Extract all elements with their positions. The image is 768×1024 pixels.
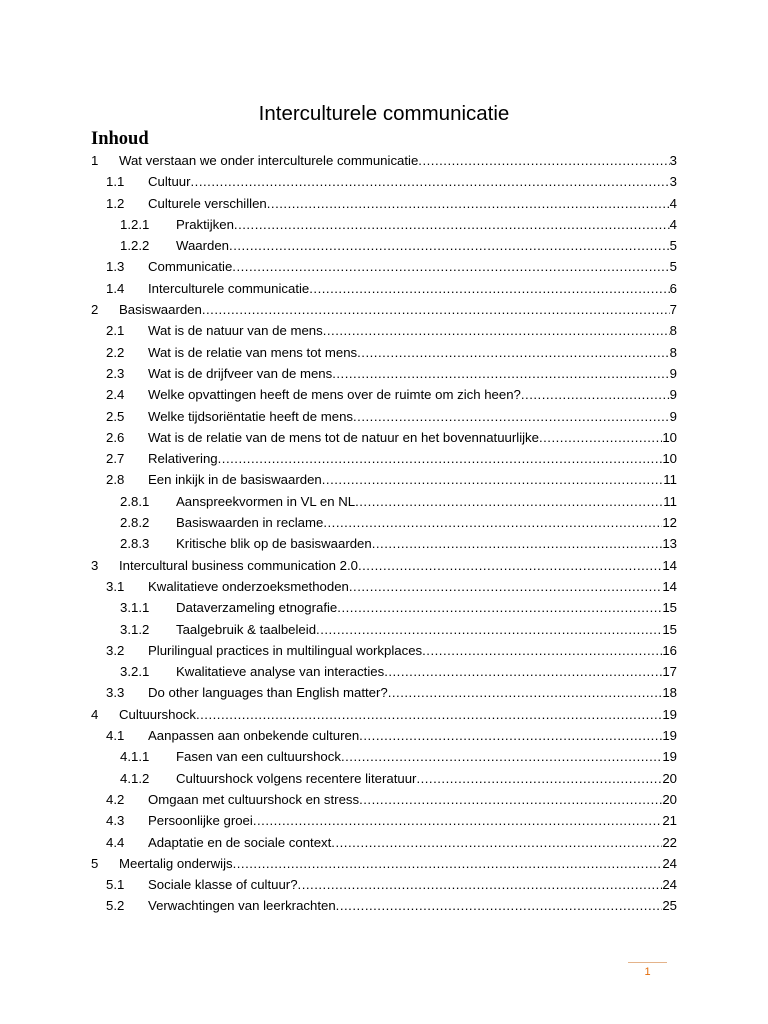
toc-entry-line (148, 789, 677, 810)
toc-entry-title: Interculturele communicatie (148, 280, 310, 296)
table-of-contents (0, 150, 768, 917)
toc-entry-page: 14 (662, 557, 677, 573)
toc-entry-line (176, 491, 677, 512)
toc-entry-number: 1.3 (106, 259, 125, 275)
toc-entry-title: Verwachtingen van leerkrachten (148, 898, 336, 914)
toc-entry[interactable] (0, 832, 768, 853)
toc-entry-line (176, 619, 677, 640)
toc-entry-number: 5.1 (106, 877, 125, 893)
toc-entry-page: 12 (662, 515, 677, 531)
toc-entry[interactable] (0, 320, 768, 341)
toc-entry[interactable] (0, 853, 768, 874)
toc-entry-page: 9 (669, 365, 677, 381)
toc-entry-line (148, 193, 677, 214)
toc-entry-title: Een inkijk in de basiswaarden (148, 472, 322, 488)
toc-entry[interactable] (0, 597, 768, 618)
toc-dot-leader (359, 789, 662, 810)
toc-entry-title: Adaptatie en de sociale context (148, 834, 332, 850)
toc-entry[interactable] (0, 640, 768, 661)
toc-dot-leader (341, 746, 662, 767)
toc-entry[interactable] (0, 448, 768, 469)
toc-entry-line (119, 150, 677, 171)
toc-entry-number: 2 (91, 302, 99, 318)
toc-entry-number: 1 (91, 153, 99, 168)
toc-entry-title: Persoonlijke groei (148, 813, 253, 829)
toc-entry-line (148, 384, 677, 405)
toc-entry-title: Do other languages than English matter? (148, 685, 388, 701)
toc-entry-line (148, 810, 677, 831)
toc-entry-line (148, 342, 677, 363)
toc-dot-leader (521, 384, 670, 405)
toc-entry[interactable] (0, 214, 768, 235)
toc-entry-number: 4.2 (106, 791, 125, 807)
toc-entry-line (176, 512, 677, 533)
toc-entry-line (148, 256, 677, 277)
toc-entry-title: Intercultural business communication 2.0 (119, 557, 358, 573)
toc-entry-line (119, 299, 677, 320)
toc-entry-line (176, 597, 677, 618)
toc-entry-page: 17 (662, 664, 677, 680)
toc-dot-leader (323, 512, 662, 533)
toc-entry-title: Basiswaarden in reclame (176, 515, 324, 531)
toc-dot-leader (196, 704, 662, 725)
toc-entry-page: 8 (669, 323, 677, 339)
toc-entry-title: Plurilingual practices in multilingual workplaces (148, 642, 423, 658)
toc-entry-number: 1.4 (106, 280, 125, 296)
toc-entry-number: 3.1.1 (120, 600, 150, 616)
toc-entry-line (148, 874, 677, 895)
toc-entry-line (119, 853, 677, 874)
toc-entry-title: Kwalitatieve analyse van interacties (176, 664, 385, 680)
toc-heading: Inhoud (91, 129, 149, 149)
toc-entry-title: Welke tijdsoriëntatie heeft de mens (148, 408, 354, 424)
toc-entry-line (148, 406, 677, 427)
toc-entry-title: Communicatie (148, 259, 233, 275)
toc-entry[interactable] (0, 278, 768, 299)
toc-entry-title: Wat is de relatie van mens tot mens (148, 344, 358, 360)
toc-entry-number: 2.5 (106, 408, 125, 424)
toc-entry-number: 4.1 (106, 728, 125, 744)
toc-entry-title: Taalgebruik & taalbeleid (176, 621, 317, 637)
toc-entry-title: Aanpassen aan onbekende culturen (148, 728, 360, 744)
toc-entry-page: 15 (662, 600, 677, 616)
toc-entry[interactable] (0, 619, 768, 640)
toc-entry-line (148, 363, 677, 384)
toc-dot-leader (232, 256, 669, 277)
toc-entry-title: Culturele verschillen (148, 195, 267, 211)
toc-dot-leader (229, 235, 670, 256)
toc-entry-number: 1.1 (106, 174, 125, 190)
toc-entry-number: 3.2 (106, 642, 125, 658)
toc-dot-leader (316, 619, 662, 640)
toc-entry-line (148, 469, 677, 490)
toc-entry[interactable] (0, 491, 768, 512)
toc-entry-line (176, 214, 677, 235)
toc-entry[interactable] (0, 661, 768, 682)
toc-entry-title: Basiswaarden (119, 302, 202, 318)
toc-entry-page: 25 (662, 898, 677, 914)
toc-entry-page: 24 (662, 877, 677, 893)
toc-entry-page: 4 (669, 216, 677, 232)
toc-dot-leader (384, 661, 662, 682)
toc-dot-leader (336, 895, 663, 916)
document-title: Interculturele communicatie (258, 101, 510, 125)
toc-entry-line (119, 704, 677, 725)
toc-entry-title: Praktijken (176, 216, 234, 232)
toc-dot-leader (218, 448, 663, 469)
toc-dot-leader (418, 150, 669, 171)
toc-entry[interactable] (0, 512, 768, 533)
toc-entry-title: Wat is de relatie van de mens tot de natuur en het bovennatuurlijke (148, 429, 539, 445)
toc-dot-leader (355, 491, 663, 512)
toc-entry-number: 3 (91, 557, 99, 573)
toc-entry-title: Omgaan met cultuurshock en stress (148, 791, 360, 807)
toc-entry-number: 2.8.1 (120, 493, 150, 509)
toc-entry-line (176, 235, 677, 256)
toc-entry-page: 9 (669, 408, 677, 424)
toc-entry-page: 19 (662, 749, 677, 765)
toc-entry[interactable] (0, 810, 768, 831)
toc-dot-leader (359, 725, 662, 746)
toc-dot-leader (309, 278, 669, 299)
toc-entry-number: 1.2 (106, 195, 125, 211)
toc-dot-leader (332, 363, 669, 384)
toc-dot-leader (337, 597, 662, 618)
toc-entry-page: 16 (662, 642, 677, 658)
toc-dot-leader (388, 682, 663, 703)
toc-entry-page: 8 (669, 344, 677, 360)
toc-dot-leader (191, 171, 670, 192)
toc-dot-leader (233, 853, 663, 874)
toc-entry-page: 19 (662, 728, 677, 744)
toc-entry[interactable] (0, 427, 768, 448)
toc-entry-title: Fasen van een cultuurshock (176, 749, 341, 765)
toc-entry-page: 11 (663, 472, 677, 488)
toc-entry[interactable] (0, 746, 768, 767)
toc-entry-page: 5 (669, 259, 677, 275)
page-number: 1 (644, 966, 651, 978)
toc-entry-number: 2.8.3 (120, 536, 150, 552)
toc-entry-page: 20 (662, 770, 677, 786)
toc-entry-line (148, 576, 677, 597)
toc-entry-page: 5 (669, 238, 677, 254)
toc-dot-leader (253, 810, 663, 831)
toc-entry[interactable] (0, 704, 768, 725)
toc-entry-page: 3 (669, 153, 677, 168)
toc-entry-number: 3.1.2 (120, 621, 150, 637)
toc-entry-number: 4.1.2 (120, 770, 150, 786)
toc-entry-line (148, 725, 677, 746)
toc-entry-line (176, 746, 677, 767)
toc-dot-leader (267, 193, 670, 214)
toc-entry-page: 20 (662, 791, 677, 807)
toc-entry-number: 4.4 (106, 834, 125, 850)
toc-entry[interactable] (0, 469, 768, 490)
toc-entry[interactable] (0, 874, 768, 895)
toc-dot-leader (323, 320, 670, 341)
toc-entry-number: 3.3 (106, 685, 125, 701)
toc-entry-line (148, 320, 677, 341)
toc-dot-leader (353, 406, 670, 427)
toc-dot-leader (539, 427, 662, 448)
toc-dot-leader (358, 555, 662, 576)
toc-entry-title: Wat is de drijfveer van de mens (148, 365, 333, 381)
toc-entry-line (176, 661, 677, 682)
toc-entry[interactable] (0, 363, 768, 384)
toc-entry-title: Kritische blik op de basiswaarden (176, 536, 372, 552)
toc-entry[interactable] (0, 555, 768, 576)
toc-entry-title: Cultuurshock (119, 706, 196, 722)
toc-entry-page: 19 (662, 706, 677, 722)
toc-dot-leader (357, 342, 670, 363)
toc-dot-leader (331, 832, 662, 853)
toc-entry[interactable] (0, 576, 768, 597)
toc-entry-page: 9 (669, 387, 677, 403)
toc-entry[interactable] (0, 789, 768, 810)
toc-entry-number: 2.4 (106, 387, 125, 403)
toc-entry-title: Waarden (176, 238, 230, 254)
toc-entry-line (148, 448, 677, 469)
toc-entry[interactable] (0, 150, 768, 171)
toc-entry-line (119, 555, 677, 576)
toc-entry-line (148, 640, 677, 661)
toc-entry-line (148, 832, 677, 853)
toc-entry-number: 4 (91, 706, 99, 722)
toc-entry-title: Relativering (148, 451, 218, 467)
toc-dot-leader (416, 768, 662, 789)
toc-entry[interactable] (0, 171, 768, 192)
toc-entry-title: Cultuurshock volgens recentere literatuur (176, 770, 417, 786)
toc-entry-page: 14 (662, 578, 677, 594)
toc-entry-number: 2.1 (106, 323, 125, 339)
toc-entry-title: Kwalitatieve onderzoeksmethoden (148, 578, 349, 594)
toc-entry[interactable] (0, 768, 768, 789)
toc-entry-page: 10 (662, 429, 677, 445)
toc-entry-line (148, 895, 677, 916)
toc-entry-number: 2.8 (106, 472, 125, 488)
toc-entry-number: 2.3 (106, 365, 125, 381)
toc-entry-page: 4 (669, 195, 677, 211)
toc-entry-line (176, 533, 677, 554)
toc-dot-leader (298, 874, 663, 895)
toc-entry-number: 2.6 (106, 429, 125, 445)
toc-dot-leader (234, 214, 670, 235)
toc-entry-line (176, 768, 677, 789)
toc-entry-page: 7 (669, 302, 677, 318)
toc-entry-line (148, 278, 677, 299)
toc-entry[interactable] (0, 193, 768, 214)
toc-entry-title: Cultuur (148, 174, 191, 190)
toc-entry[interactable] (0, 342, 768, 363)
toc-entry-title: Meertalig onderwijs (119, 855, 233, 871)
toc-entry[interactable] (0, 895, 768, 916)
toc-entry-title: Aanspreekvormen in VL en NL (176, 493, 356, 509)
toc-entry-page: 21 (662, 813, 677, 829)
toc-entry-line (148, 682, 677, 703)
toc-entry-title: Wat verstaan we onder interculturele communicatie (119, 153, 419, 168)
toc-entry-line (148, 171, 677, 192)
toc-entry-number: 3.1 (106, 578, 125, 594)
toc-entry-number: 2.2 (106, 344, 125, 360)
toc-entry-page: 11 (663, 493, 677, 509)
toc-entry-page: 3 (669, 174, 677, 190)
toc-entry[interactable] (0, 406, 768, 427)
toc-dot-leader (202, 299, 670, 320)
toc-entry[interactable] (0, 299, 768, 320)
toc-entry[interactable] (0, 682, 768, 703)
toc-entry-page: 15 (662, 621, 677, 637)
toc-entry-number: 4.3 (106, 813, 125, 829)
toc-entry[interactable] (0, 533, 768, 554)
toc-dot-leader (322, 469, 664, 490)
toc-entry-number: 3.2.1 (120, 664, 150, 680)
toc-entry-title: Dataverzameling etnografie (176, 600, 338, 616)
toc-entry-number: 2.8.2 (120, 515, 150, 531)
toc-entry-title: Sociale klasse of cultuur? (148, 877, 298, 893)
toc-entry[interactable] (0, 235, 768, 256)
toc-entry-page: 22 (662, 834, 677, 850)
toc-dot-leader (422, 640, 662, 661)
toc-entry-page: 18 (662, 685, 677, 701)
toc-entry-line (148, 427, 677, 448)
toc-entry-number: 5 (91, 855, 99, 871)
toc-dot-leader (372, 533, 663, 554)
toc-entry[interactable] (0, 725, 768, 746)
toc-entry-number: 4.1.1 (120, 749, 150, 765)
footer-divider (628, 962, 667, 963)
toc-entry[interactable] (0, 384, 768, 405)
toc-entry-page: 24 (662, 855, 677, 871)
toc-entry-number: 2.7 (106, 451, 125, 467)
toc-entry-page: 13 (662, 536, 677, 552)
toc-entry-title: Wat is de natuur van de mens (148, 323, 323, 339)
toc-entry-page: 6 (669, 280, 677, 296)
toc-entry-number: 5.2 (106, 898, 125, 914)
toc-entry-number: 1.2.1 (120, 216, 150, 232)
toc-entry[interactable] (0, 256, 768, 277)
toc-entry-number: 1.2.2 (120, 238, 150, 254)
toc-entry-title: Welke opvattingen heeft de mens over de ruimte om zich heen? (148, 387, 521, 403)
toc-dot-leader (349, 576, 662, 597)
toc-entry-page: 10 (662, 451, 677, 467)
